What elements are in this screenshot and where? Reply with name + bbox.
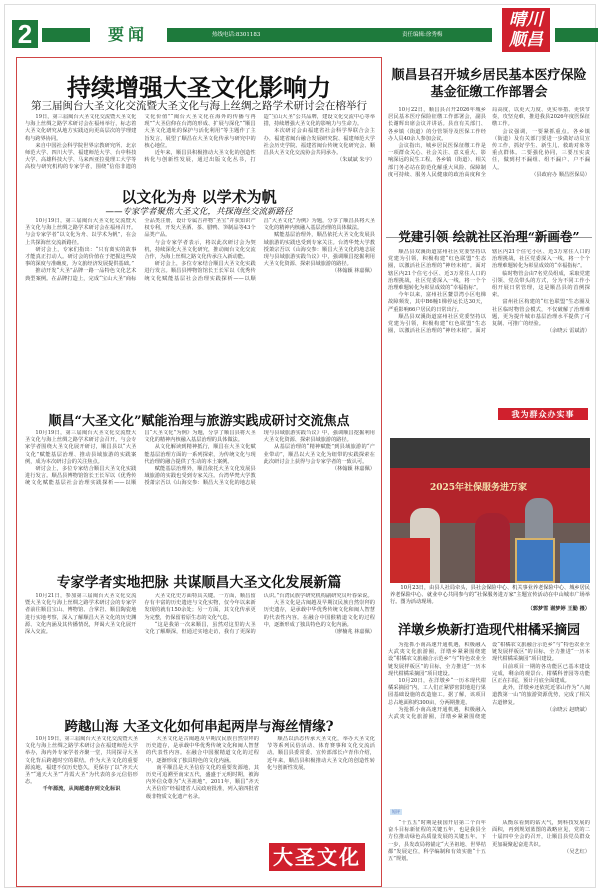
- article-body: [25, 593, 375, 689]
- paragraph: 为抢抓小南高速开通机遇，积极融入大武夷文化旅游圈，洋墩乡紧紧围绕建设“柑橘农文旅融合示范乡”与“特色农业全链发展样板区”的目标，全力推进“一历本现代柑橘采摘园”项目建设。: [388, 642, 486, 677]
- paragraph: 目前项目一期的各功能区已基本建设完成，剩余的观景台、柑橘科普园等功能区正在扫尾，预计月底全面建成。: [492, 663, 590, 685]
- page-number: 2: [12, 20, 38, 48]
- article-headline: 顺昌“大圣文化”赋能治理与旅游实践成研讨交流焦点: [48, 414, 350, 429]
- paragraph: 富州社区构建的“红色联盟”生态圈及社区临时物管会模式，不仅破解了治理难题，更为提升城市基层治理水平提供了可复制、可推广的经验。: [492, 299, 590, 328]
- subheading: 千年源流，从闽越遗存到文化标识: [42, 786, 121, 793]
- paragraph: 顺昌以活态传承大圣文化，举办大圣文化节等系列民俗活动、体育赛事和文化交流活动。顺昌县委常委、宣传部部长卢青伟介绍，近年来，顺昌县积极推动大圣文化的创造性转化与创新性发展。: [267, 736, 375, 771]
- caption-text: 10月23日，由县人社局牵头，县社会保险中心、机关事业养老保险中心、城乡居民养老保险中心、就业中心共同参与的“社保服务进万家”主题宣传活动在中山城市广场举行。图为活动现场。: [390, 585, 590, 605]
- column-badge: 我为群众办实事: [498, 408, 588, 420]
- article-body: [388, 249, 590, 407]
- paragraph: 大圣文化是古闽越及早期汉民族自然崇拜的历史遗存，是承载中华优秀传统文化和闽人智慧的代表性内容。在融合中国猴精道文化的过程中，逐渐形成了独具特色的文化内涵。: [146, 736, 259, 764]
- logo: 晴川 顺昌: [502, 8, 550, 52]
- article-body: [267, 736, 375, 826]
- paragraph: 南平顺昌是大圣信俗文化的重要发源地，其历史可追溯至南宋五代，盛盛于元明时期，被海内外信众尊为“大圣祖地”。2011年，顺昌“齐天大圣信俗”经福建省人民政府批准，列入第四批省级非物质文化遗产名录。: [146, 764, 259, 800]
- article-body: [25, 430, 375, 560]
- paragraph: 10月22日，顺昌县召开2026年城乡居民基本医疗保险征缴工作部署会，副县长谢辉出席会议并讲话。县直有关部门、各乡镇（街道）的分管领导及医保工作经办人员40余人参加会议。: [388, 107, 486, 142]
- paragraph: 会议指出，城乡居民医保征缴工作是一项群众关心、社会关注、意义重大、影响深远的民生工程。各乡镇（街道）、相关部门务必站在防范化解重大风险、保障制度可持续、服务人民健康的政治高度和全局高度，以更大力度、更实举措、更快节奏，攻坚克难，推进我县2026年度医保征缴工作。: [388, 107, 590, 178]
- hotline: 热线电话:8301183: [212, 32, 261, 38]
- info-bar: [167, 28, 492, 42]
- paragraph: 会议强调，一要紧抓重点。各乡镇（街道）及有关部门要进一步做好动员宣传工作，抓好学生、新生儿、救助对象等重点群体。二要强化协同，三要压实责任，做到村不漏组、组不漏户、户不漏人。: [492, 128, 590, 171]
- paragraph: 从衡东看到的钻大气，到科技发展的面积，再到规划蓝图的战略应见，党的二十届四中全会的召开，让顺昌县党员群众更加凝聚起奋进共识。: [492, 820, 590, 848]
- paragraph: 推动开发“大圣”品牌一路一品特色文化艺术典型案例。在品牌打造上，完成“宝山大圣”商标全品类注册，设计专属吉祥物“圣宝”并获知识产权专利，开发大圣酒、茶、腊鸭、笋制品等43个品类产品。: [25, 218, 256, 282]
- photo-caption: [390, 585, 590, 613]
- byline: （县政府办 顺昌医保局）: [531, 171, 590, 178]
- column-badge: 大圣文化: [269, 843, 365, 871]
- article-headline: 顺昌县召开城乡居民基本医疗保险基金征缴工作部署会: [391, 68, 587, 100]
- paragraph: 从文化解读到精神抵行，顺昌在大圣文化赋能基层治理方面的一系列探索，为传统文化与现代治理的融合提供了生动的本土案例。: [144, 444, 256, 465]
- paragraph: 大圣文化史方面特具关键。一方面，顺昌留存有丰富的历史遗迹与文化实物，仅今年以来新发现的就有150余处；另一方面，其文化传承更为完整，仍保留着原生态的文化气息。: [144, 593, 256, 621]
- article-headline: 洋墩乡焕新打造现代柑橘采摘园: [397, 623, 580, 638]
- article-body: [388, 107, 590, 232]
- paragraph: 今年以来，富州社区鳌景湾小区电梯故障频发，其中B6幢1梯停运长达30天，严重影响66户居民的日常出行。: [388, 292, 486, 313]
- paragraph: 10月19日，第三届闽台大圣文化交流暨大圣文化与海上丝绸之路学术研讨会召开。与会专家学者围绕大圣文化展开研讨，顺昌县以“大圣文化”赋能基层治理、推动县域旅游的实践案例，成为本次研讨会的关注焦点。: [25, 430, 137, 465]
- paragraph: 为抢抓小南高速开通机遇，积极融入大武夷文化旅游圈，洋墩乡紧紧围绕建设“柑橘农文旅融合示范乡”与“特色农业全链发展样板区”的目标，全力推进“一历本现代柑橘采摘园”项目建设。: [388, 642, 590, 721]
- paragraph: 来自中国社会科学院世界宗教研究所、北京师范大学、四川大学、福建师范大学、台中科技大学、高雄科技大学、马来西亚拉曼理工大学等高校与研究机构的专家学者，围绕“信俗非遗的文化价值”“闽台大圣文化在海外的传播与再现”“大圣信仰在台湾的形成、扩展与深化”“顺昌大圣文化遗址的保护与活化利用”等主题作了主旨发言，展望了顺昌在大圣文化传承与研究中的核心地位。: [25, 114, 256, 171]
- byline: （吴艺红）: [564, 848, 590, 855]
- article-headline: 跨越山海 大圣文化如何串起两岸与海丝情缘?: [64, 719, 334, 735]
- divider: [555, 28, 598, 42]
- paragraph: 研讨会上，多位专家结合顺昌大圣文化实践进行发言。顺昌县博物馆馆长王长军以《优秀传统文化赋能基层社会治理实践探析——以顺昌“大圣文化”为例》为题，分享了顺昌县将大圣文化的精神内核融入基层治理的具体做法。: [25, 430, 256, 487]
- byline: （廖楠兆 林嘉佩）: [331, 629, 375, 636]
- feature-box: [16, 57, 382, 887]
- article-headline: 专家学者实地把脉 共谋顺昌大圣文化发展新篇: [56, 575, 342, 591]
- paragraph: 此外，洋墩乡还依托近邻山作为“八闽道教第一山”的旅游资源优势，完成了相关古道修复。: [492, 685, 590, 706]
- paragraph: 10月19日，第三届闽台大圣文化交流暨大圣文化与海上丝绸之路学术研讨会在福建师范大学举办，海内外专家学者齐聚一堂，共同探寻大圣文化背后跨越时空的联结。作为大圣文化的重要源流地，福建不仅历史悠久，更保存了以“齐天大圣”“通天大圣”“丹霞大圣”为代表的多元信俗形态。: [25, 736, 138, 786]
- divider: [42, 28, 90, 42]
- paragraph: 19日，第三届闽台大圣文化交流暨大圣文化与海上丝绸之路学术研讨会在福州举行，标志着大圣文化研究从地方实践迈向更高层次的学理建构与跨界协同。: [25, 114, 137, 142]
- article-headline: 以文化为舟 以学术为帆: [121, 188, 277, 206]
- byline: （林翰颖 林嘉佩）: [331, 466, 375, 473]
- article-subtitle: ——专家学者聚焦大圣文化，共探海丝交流新路径: [105, 207, 293, 217]
- paragraph: 赋能基层治理外，顺昌依托大圣文化发展县域旅游的实践也受到专家关注。台湾华梵大学教授萧宗吾以《山海交参：顺昌大圣文化的地志展现与县域旅游实践刍议》中，强调顺昌挖掘利用大圣文化资源、探索县域旅游的路径。: [144, 430, 375, 487]
- lead-headline: 持续增强大圣文化影响力: [67, 73, 331, 102]
- paragraph: 10月20日，在洋墩乡“一历本现代柑橘采摘园”内，工人们正紧锣密鼓地进行果园基础设施的改造施工。据了解，该项目总占地面积约300亩，分两期推进。: [388, 678, 486, 706]
- paragraph: “十五五”时期是我国开启第二个百年奋斗目标新征程的关键五年，也是我县全方位推动绿色高质量发展的关键五年。下一步，县发改局将锚定“大圣祖地、世界桔都”发展定位，科学编制和有效实施“十五五”规划。: [388, 820, 486, 863]
- paragraph: 研讨会上，专家们指出：“只有离实的故事才能真正打动人。研讨会的价值在于把握这些故事的深度与准确度，为文旅经济发展提供基础。”: [25, 246, 137, 268]
- byline: （余晓云 雷斌清）: [546, 328, 590, 335]
- paragraph: 顺昌县双溪街道富州社区党委坚持以党建为引领，积极构建“红色联盟”生态圈，以激活社区治理的“神经末梢”。面对辖区内21个住宅小区、近3万常住人口的治理挑战，社区党委深入一线，将一个个治理难题转化为彰显成效的“幸福指标”。: [388, 249, 486, 292]
- paragraph: 顺昌县双溪街道富州社区党委坚持以党建为引领，积极构建“红色联盟”生态圈，以激活社区治理的“神经末梢”。面对辖区内21个住宅小区、近3万常住人口的治理挑战，社区党委深入一线，将一个个治理难题转化为彰显成效的“幸福指标”。: [388, 249, 590, 335]
- article-body: [388, 820, 590, 884]
- paragraph: 近年来，顺昌县积极推动大圣文化的创造性转化与创新性发展，通过出版文化丛书，打造“宝山大圣”公共品牌，建设文化交流中心等举措，持续增强大圣文化的影响力与生命力。: [144, 114, 375, 164]
- byline: （余晓云 赵晓斌）: [546, 706, 590, 713]
- masthead: [12, 10, 590, 50]
- article-body: [388, 642, 590, 802]
- banner-text: 2025年社保服务进万家: [430, 483, 528, 493]
- paragraph: 本次研讨会由福建省社会科学界联合会主办，福建省闽台融合发展研究院、福建师范大学社会历史学院、福建省闽台传统文化研究会、顺昌县大圣文化交流协会共同承办。: [263, 128, 375, 157]
- paragraph: 10月21日，参加第三届闽台大圣文化交流暨大圣文化与海上丝绸之路学术研讨会的专家学者前往顺昌宝山、博物馆、合掌岩、顺昌陶瓷地进行实地考察，深入了解顺昌大圣文化的历史渊源、文化内涵及其传播情况，拜谒大圣文化展开深入交流。: [25, 593, 137, 636]
- paragraph: 临时物管会由7名党员组成，采取党建引领、党员带头的方式，分为不同工作小组开展日常管理，这是顺昌县的首例探索。: [492, 270, 590, 299]
- lead-subtitle: 第三届闽台大圣文化交流暨大圣文化与海上丝绸之路学术研讨会在榕举行: [31, 100, 367, 112]
- article-body: [25, 736, 259, 876]
- article-headline: 党建引领 绘就社区治理“新画卷”: [398, 229, 580, 244]
- photo-credit: （郭梦雪 谢梦婷 王勤 摄）: [527, 606, 590, 612]
- paragraph: “这是我第一次来顺昌，虽然对这里的大圣文化了解颇深，但通过实地走访，我有了更深的认识。”台湾民族学研究机构副研究员叶春荣说。: [144, 593, 373, 636]
- paragraph: 大圣文化是古闽越及早期汉民族自然崇拜的历史遗存，是承载中华优秀传统文化和闽人智慧的代表性内容。在融合中国猴精道文化的过程中，逐渐形成了独具特色的文化内涵。: [263, 600, 375, 628]
- paragraph: 与会专家学者表示，将以此次研讨会为契机，持续深化大圣文化研究，推动闽台文化交流合作，为海上丝绸之路文化传承注入新动能。: [144, 239, 256, 261]
- lead-body: [25, 114, 375, 176]
- paragraph: 赋能基层治理外，顺昌依托大圣文化发展县域旅游的实践也受到专家关注。台湾华梵大学教授萧宗吾以《山海交参：顺昌大圣文化的地志展现与县域旅游实践刍议》中，强调顺昌挖掘利用大圣文化资源、探索县域旅游的路径。: [263, 232, 375, 268]
- paragraph: 研讨会上，多位专家结合顺昌大圣文化实践进行发言。顺昌县博物馆馆长王长军以《优秀传统文化赋能基层社会治理实践探析——以顺昌“大圣文化”为例》为题，分享了顺昌县将大圣文化的精神内核融入基层治理的具体做法。: [144, 218, 375, 282]
- section-title: 要闻: [108, 25, 149, 44]
- paragraph: 从基层治理的“精神赋能”到县域旅游的“产业带动”，顺昌以大圣文化为纽带的实践探索在此次研讨会上获得与会专家学者的一致认可。: [263, 444, 375, 465]
- column-tag: 短评: [392, 809, 400, 814]
- event-photo: [390, 438, 590, 583]
- article-body: [25, 218, 375, 403]
- paragraph: 10月19日，第三届闽台大圣文化交流暨大圣文化与海上丝绸之路学术研讨会在福州召开。与会专家学者“以文化为舟、以学术为帆”，在会上共探海丝交流新路径。: [25, 218, 137, 246]
- byline: （林翰颖 林嘉佩）: [331, 268, 375, 275]
- byline: （朱斌斌 朱宇）: [337, 157, 375, 164]
- editor: 责任编辑:徐秀梅: [402, 32, 443, 38]
